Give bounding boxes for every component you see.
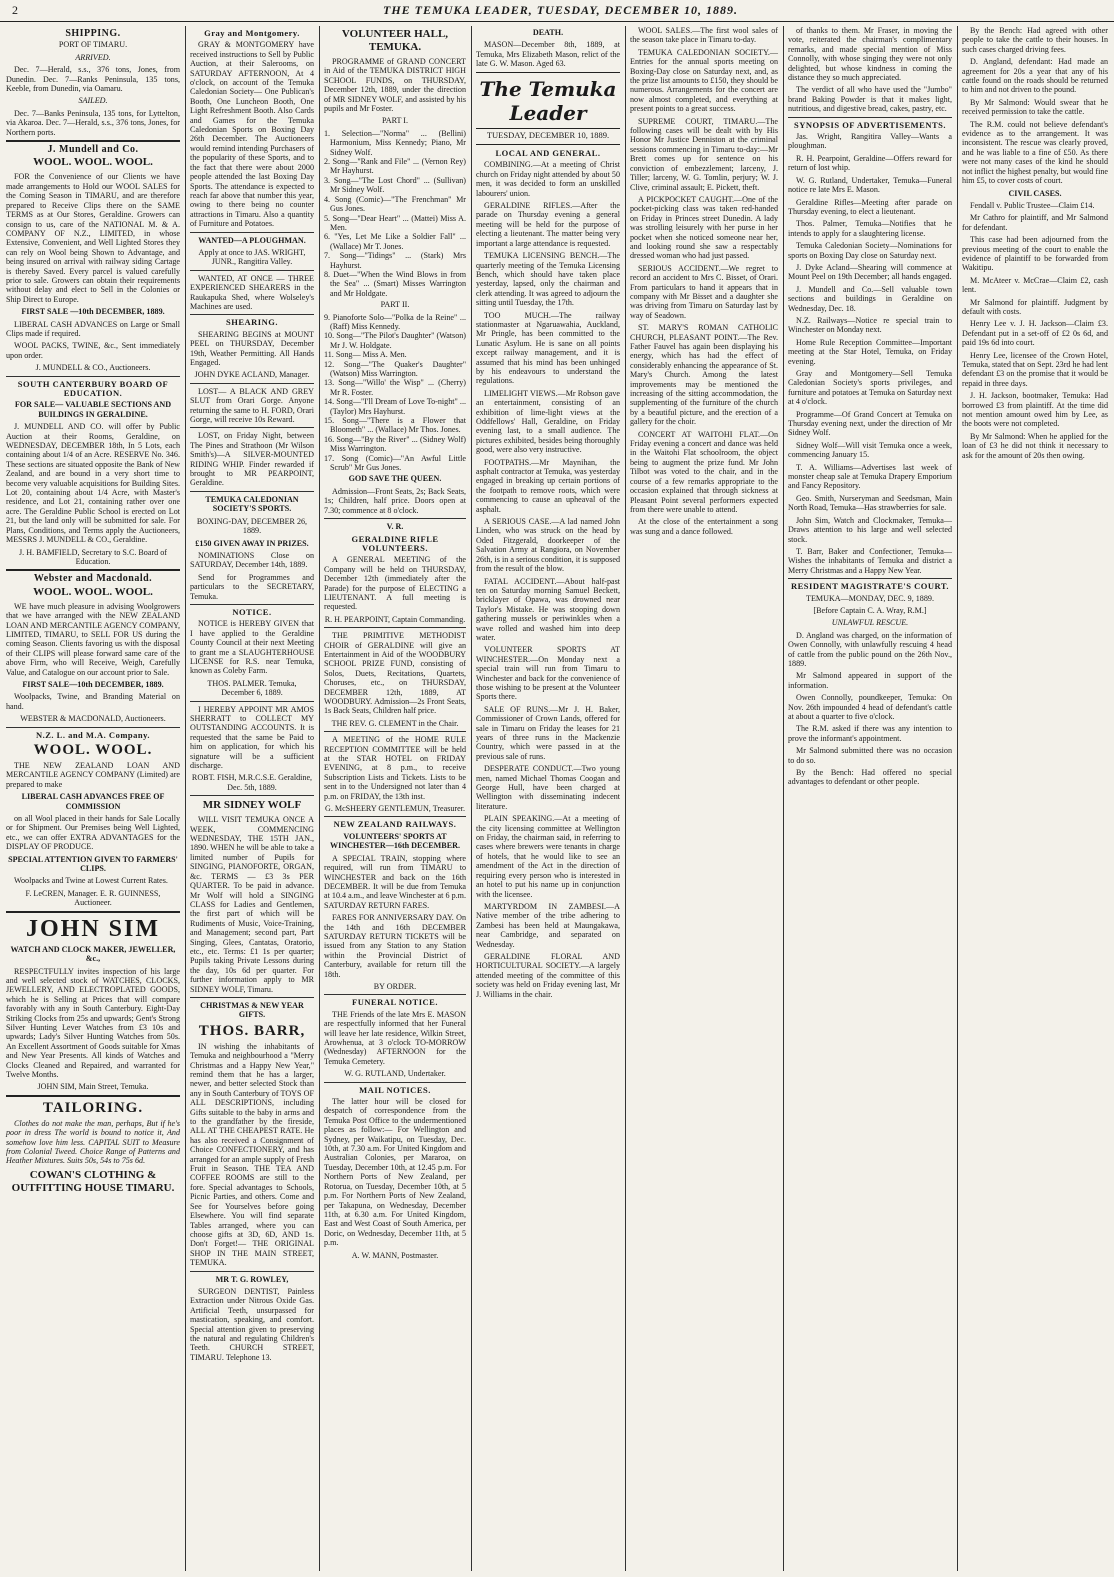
ploughman-heading: WANTED—A PLOUGHMAN. bbox=[198, 235, 306, 245]
part-2-label: PART II. bbox=[380, 300, 410, 310]
masthead bbox=[0, 0, 1114, 22]
article-paragraph: GERALDINE FLORAL AND HORTICULTURAL SOCIETY.—A largely attended meeting of the committee of this society was held on Friday evening last, Mr J. Williams in the chair. bbox=[476, 951, 620, 999]
tailoring-body: Clothes do not make the man, perhaps, But if he's poor in dress The world is bound to notice it, And somehow love him less. CAPITAL SUIT to Measure from Colonial Tweed. Choice Range of Patterns and Heather Mixtures. Suits 50s, 54s to 75s 6d. bbox=[6, 1118, 180, 1166]
court-paragraph: D. Angland was charged, on the information of Owen Connolly, with unlawfully rescuing 4 head of cattle from the public pound on the 26th Nov., 1889. bbox=[788, 630, 952, 668]
column-1 bbox=[2, 26, 184, 1571]
home-rule-body: A MEETING of the HOME RULE RECEPTION COMMITTEE will be held at the STAR HOTEL on FRIDAY EVENING, at 8 p.m., to receive Subscription Lists and Tickets. Lists to be sent in to the Undersigned not later than 4 p.m. on FRIDAY, the 13th inst. bbox=[324, 735, 466, 801]
article-paragraph: SERIOUS ACCIDENT.—We regret to record an accident to Mrs C. Bisset, of Orari. From particulars to hand it appears that in company with Mr Bisset and a daughter she was driving from Timaru on Saturday last by way of Seadown. bbox=[630, 263, 778, 320]
rifle-body: A GENERAL MEETING of the Company will be held on THURSDAY, December 12th (immediately after the Parade) for the purpose of ELECTING a LIEUTENANT. A full meeting is requested. bbox=[324, 555, 466, 612]
article-paragraph: SUPREME COURT, TIMARU.—The following cases will be dealt with by His Honor Mr Justice Denniston at the criminal sessions commencing in Timaru to-day:—Mr Brett comes up for sentence on his conviction of embezzlement; larceny, J. Tiller; larceny, W. G. Tomlin, perjury; W. J. Clive, criminal assault; E. Pickett, theft. bbox=[630, 116, 778, 192]
board-heading: SOUTH CANTERBURY BOARD OF EDUCATION. bbox=[17, 378, 169, 398]
lost-whip-ad: LOST, on Friday Night, between The Pines and Strathoon (Mr Wilson Smith's)—A SILVER-MOUNTED RIDING WHIP. Finder rewarded if brought to MR PEARPOINT, Geraldine. bbox=[190, 431, 314, 488]
home-rule-signature: G. McSHEERY GENTLEMUN, Treasurer. bbox=[325, 804, 465, 814]
court-paragraph: J. H. Jackson, bootmaker, Temuka: Had borrowed £3 from plaintiff. At the time did not mention amount owed him by Lee, as the boots were not completed. bbox=[962, 391, 1108, 429]
article-paragraph: GERALDINE RIFLES.—After the parade on Thursday evening a general meeting will be held for the purpose of electing a lieutenant. The matter being very important a large attendance is requested. bbox=[476, 201, 620, 248]
webster-body: WE have much pleasure in advising Woolgrowers that we have arranged with the NEW ZEALAND LOAN AND MERCANTILE AGENCY COMPANY, LIMITED, TIMARU, to SELL FOR US during the coming Season. Clients favoring us with the disposal of their CLIPS will please forward same care of the above Firm, who will Receive, Weigh, Carefully Value, and Catalogue on our account prior to Sale. bbox=[6, 601, 180, 677]
nz-heading: N.Z. L. and M.A. Company. bbox=[35, 729, 151, 740]
article-paragraph: VOLUNTEER SPORTS AT WINCHESTER.—On Monday next a special train will run from Timaru to Winchester and back for the convenience of those wishing to be present at the Volunteer Sports there. bbox=[476, 645, 620, 702]
board-body: J. MUNDELL AND CO. will offer by Public Auction at their Rooms, Geraldine, on WEDNESDAY, DECEMBER 18th, In 5 Lots, each containing about 1/4 of an Acre. RESERVE No. 346. These sections are situated opposite the Bank of New Zealand, and are bound in a very short time to become very valuable acquisitions for Building Sites. Lot 20, containing about 1/4 Acre, with Master's residence, and Lot 21, containing rather over one acre. The Geraldine Public School is erected on Lot 21, but the land only will be submitted for sale. For Plans, Conditions, and Terms apply the Auctioneers, MESSRS J. MUNDELL & CO., Geraldine. bbox=[6, 422, 180, 545]
gray-body: GRAY & MONTGOMERY have received instructions to Sell by Public Auction, at their Salerooms, on SATURDAY AFTERNOON, At 4 o'clock, on account of the Temuka Caledonian Society— One Publican's Booth, One Luncheon Booth, One Light Refreshment Booth. Also Cards and Games for the Temuka Caledonian Sports on Boxing Day 26th December. The Auctioneers would remind intending Purchasers of the popularity of these Sports, and to the fact that there were about 2000 people attended the last Boxing Day Sports. The attendance is expected to reach far above that number this year, owing to there being no counter attractions in Timaru. Also a quantity of Furniture and Potatoes. bbox=[190, 40, 314, 229]
article-paragraph: MARTYRDOM IN ZAMBESI.—A Native member of the tribe adhering to Zambesi has been held at Maungakawa, near Cambridge, and separated on Wednesday. bbox=[476, 901, 620, 949]
wolf-heading: MR SIDNEY WOLF bbox=[202, 799, 302, 812]
court-paragraph: M. McAteer v. McCrae—Claim £2, cash lent. bbox=[962, 275, 1108, 295]
programme-item: 7. Song—"Tidings" ... (Stark) Mrs Hayhurst. bbox=[324, 251, 466, 270]
nz-special: SPECIAL ATTENTION GIVEN TO FARMERS' CLIPS. bbox=[8, 854, 178, 874]
programme-item: 8. Duet—"When the Wind Blows in from the Sea" ... (Smart) Misses Warrington and Mr Holdgate. bbox=[324, 269, 466, 298]
court-paragraph: Henry Lee v. J. H. Jackson—Claim £3. Defendant put in a set-off of £2 0s 6d, and paid 19s 6d into court. bbox=[962, 319, 1108, 348]
admission: Admission—Front Seats, 2s; Back Seats, 1s; Children, half price. Doors open at 7.30; commence at 8 o'clock. bbox=[324, 486, 466, 515]
nz-packs: Woolpacks and Twine at Lowest Current Rates. bbox=[14, 876, 168, 886]
rm-court-heading: RESIDENT MAGISTRATE'S COURT. bbox=[791, 581, 949, 592]
article-paragraph: A PICKPOCKET CAUGHT.—One of the pocket-picking class was taken red-handed on Friday in Princes street Dunedin. A lady was strolling leisurely with her purse in her pocket when she noticed someone near her, and looking round she saw a respectably dressed woman who had just passed. bbox=[630, 194, 778, 261]
rm-court-before: [Before Captain C. A. Wray, R.M.] bbox=[813, 605, 927, 615]
article-paragraph: FATAL ACCIDENT.—About half-past ten on Saturday morning Samuel Beckett, bricklayer of Opawa, was drowned near Taylor's Mistake. He was stooping down gathering mussels or periwinkles when a wave rolled and washed him into deep water. bbox=[476, 576, 620, 642]
mail-signature: A. W. MANN, Postmaster. bbox=[351, 1250, 439, 1260]
sailed-label: SAILED. bbox=[78, 96, 108, 106]
synopsis-item: Thos. Palmer, Temuka—Notifies that he intends to apply for a slaughtering license. bbox=[788, 219, 952, 238]
synopsis-item: Geo. Smith, Nurseryman and Seedsman, Main North Road, Temuka—Has strawberries for sale. bbox=[788, 493, 952, 513]
notice-heading: NOTICE. bbox=[232, 606, 272, 617]
programme-part-2 bbox=[324, 313, 466, 473]
programme-item: 9. Pianoforte Solo—"Polka de la Reine" ... (Raff) Miss Kennedy. bbox=[324, 312, 466, 331]
rm-court-date: TEMUKA—MONDAY, DEC. 9, 1889. bbox=[806, 593, 934, 603]
rowley-heading: MR T. G. ROWLEY, bbox=[215, 1274, 289, 1284]
death-body: MASON—December 8th, 1889, at Temuka, Mrs Elizabeth Mason, relict of the late G. W. Mason. Aged 63. bbox=[476, 40, 620, 69]
court-paragraph: Fendall v. Public Trustee—Claim £14. bbox=[970, 200, 1095, 210]
programme-item: 13. Song—"Willo' the Wisp" ... (Cherry) Mr R. Foster. bbox=[324, 378, 466, 397]
programme-item: 11. Song— Miss A. Men. bbox=[324, 350, 407, 360]
appoint-signature: ROBT. FISH, M.R.C.S.E. Geraldine, Dec. 5th, 1889. bbox=[191, 773, 313, 792]
court-paragraph: Henry Lee, licensee of the Crown Hotel, Temuka, stated that on Sept. 23rd he had lent defendant £3 on the promise that it would be repaid in three days. bbox=[962, 350, 1108, 388]
railways-body: A SPECIAL TRAIN, stopping where required, will run from TIMARU to WINCHESTER and back on the 16th DECEMBER. It will be due from Temuka at 10.4 a.m., and leave Winchester at 6 p.m. SATURDAY RETURN FARES. bbox=[324, 853, 466, 910]
lost-slut-ad: LOST— A BLACK AND GREY SLUT from Orari Gorge. Anyone returning the same to H. FORD, Orari Gorge, will receive 10s Reward. bbox=[190, 386, 314, 425]
mundell-first-sale: FIRST SALE —10th DECEMBER, 1889. bbox=[21, 307, 165, 317]
court-paragraph: By Mr Salmond: Would swear that he received permission to take the cattle. bbox=[962, 97, 1108, 117]
synopsis-item: T. A. Williams—Advertises last week of monster cheap sale at Temuka Drapery Emporium and Fancy Repository. bbox=[788, 462, 952, 491]
rifle-heading: GERALDINE RIFLE VOLUNTEERS. bbox=[351, 533, 439, 553]
nz-body: THE NEW ZEALAND LOAN AND MERCANTILE AGENCY COMPANY (Limited) are prepared to make bbox=[6, 761, 180, 789]
court-paragraph: Mr Cathro for plaintiff, and Mr Salmond for defendant. bbox=[962, 213, 1108, 232]
article-paragraph: A SERIOUS CASE.—A lad named John Linden, who was struck on the head by Oded Fitzgerald, doorkeeper of the Salvation Army at Rangiora, on November 26th, is in a serious condition, it is supposed from the result of the blow. bbox=[476, 517, 620, 574]
column-2 bbox=[186, 26, 318, 1571]
sports-send: Send for Programmes and particulars to the SECRETARY, Temuka. bbox=[190, 572, 314, 601]
mundell-liberal: LIBERAL CASH ADVANCES on Large or Small Clips made if required. bbox=[6, 319, 180, 338]
article-paragraph: ST. MARY'S ROMAN CATHOLIC CHURCH, PLEASANT POINT.—The Rev. Father Fauvel has again been displaying his energy, which has had the effect of considerably enhancing the appearance of St. Mary's Church. Among the latest improvements may be mentioned the increasing of the sitting accommodation, the supplementing of the furniture of the church by a beautiful picture, and the erection of a gallery for the choir. bbox=[630, 323, 778, 427]
mundell-wool-banner: WOOL. WOOL. WOOL. bbox=[33, 156, 153, 169]
article-paragraph: LIMELIGHT VIEWS.—Mr Robson gave an entertainment, consisting of an exhibition of lime-light views at the Oddfellows' Hall, Geraldine, on Friday evening last, to a small audience. The pictures exhibited, besides being thoroughly good, were also very instructive. bbox=[476, 388, 620, 455]
synopsis-item: Geraldine Rifles—Meeting after parade on Thursday evening, to elect a lieutenant. bbox=[788, 197, 952, 216]
shearing-heading: SHEARING. bbox=[226, 317, 278, 328]
cowan-banner: COWAN'S CLOTHING & OUTFITTING HOUSE TIMARU. bbox=[11, 1168, 175, 1194]
synopsis-item: Temuka Caledonian Society—Nominations for sports on Boxing Day close on Saturday next. bbox=[788, 241, 952, 260]
methodist-body: THE PRIMITIVE METHODIST CHOIR of GERALDINE will give an Entertainment in Aid of the WOODBURY SCHOOL PRIZE FUND, consisting of Solos, Duets, Recitations, Quartets, Choruses, etc., on THURSDAY, DECEMBER 12th, 1889, AT WOODBURY. Admission—2s Front Seats, 1s Back Seats, Children half price. bbox=[324, 631, 466, 716]
programme-item: 1. Selection—"Norma" ... (Bellini) Harmonium, Miss Kennedy; Piano, Mr Sidney Wolf. bbox=[324, 128, 466, 157]
court-paragraph: By Mr Salmond: When he applied for the loan of £3 he did not think it necessary to ask for the amount of 20s then owing. bbox=[962, 431, 1108, 460]
article-paragraph: TEMUKA LICENSING BENCH.—The quarterly meeting of the Temuka Licensing Bench, which should have taken place yesterday, lapsed, only the chairman and clerk attending. It was agreed to adjourn the sitting until Tuesday, the 17th. bbox=[476, 251, 620, 308]
board-signature: J. H. BAMFIELD, Secretary to S.C. Board of Education. bbox=[19, 547, 167, 566]
synopsis-item: N.Z. Railways—Notice re special train to Winchester on Monday next. bbox=[788, 315, 952, 335]
article-paragraph: DESPERATE CONDUCT.—Two young men, named Michael Thomas Coogan and George Hull, have been charged at Wellington with disseminating indecent literature. bbox=[476, 764, 620, 811]
column-6 bbox=[784, 26, 956, 1571]
nz-signature: F. LeCREN, Manager. E. R. GUINNESS, Auctioneer. bbox=[25, 888, 161, 908]
article-paragraph: At the close of the entertainment a song was sung and a dance followed. bbox=[630, 517, 778, 536]
vr-mark: V. R. bbox=[386, 522, 404, 532]
article-paragraph: PLAIN SPEAKING.—At a meeting of the city licensing committee at Wellington on Friday, the chairman said, in referring to cases where brewers were tenants in charge of hotels, that he would like to see an amendment of the Act in the direction of requiring every person who is interested in an hotel to put his name up in conjunction with the licensee. bbox=[476, 814, 620, 899]
court-paragraph: Owen Connolly, poundkeeper, Temuka: On Nov. 26th impounded 4 head of defendant's cattle at about a quarter to five o'clock. bbox=[788, 693, 952, 721]
programme-item: 16. Song—"By the River" ... (Sidney Wolf) Miss Warrington. bbox=[324, 434, 466, 454]
programme-item: 2. Song—"Rank and File" ... (Vernon Rey) Mr Hayhurst. bbox=[324, 157, 466, 176]
synopsis-item: J. Dyke Acland—Shearing will commence at Mount Peel on 19th December; all hands engaged. bbox=[788, 262, 952, 282]
mail-heading: MAIL NOTICES. bbox=[359, 1084, 431, 1095]
synopsis-item: Sidney Wolf—Will visit Temuka once a week, commencing January 15. bbox=[788, 440, 952, 460]
programme-part-1 bbox=[324, 129, 466, 298]
railways-signature: BY ORDER. bbox=[373, 981, 417, 991]
barr-body: IN wishing the inhabitants of Temuka and neighbourhood a "Merry Christmas and a Happy New Year," remind them that he has a larger, newer, and better selected Stock than any in South Canterbury of TOYS OF ALL DESCRIPTIONS, including Gifts suitable to the baby in arms and to the grandfather by the fireside, ALL AT THE CHEAPEST RATE. He has also received a Consignment of Choice CONFECTIONERY, and has arranged for an ample supply of Fresh Fruit in Season. THE TEA AND COFFEE ROOMS are still to the fore. Special advantages to Schools, Picnic Parties, and others. Come and See for Yourselves before going Elsewhere. You will find separate Tables arranged, where you can choose gifts at 3D, 6D, AND 1s. Don't Forget!— THE ORIGINAL SHOP IN THE MAIN STREET, TEMUKA. bbox=[190, 1041, 314, 1268]
railways-subheading: VOLUNTEERS' SPORTS AT WINCHESTER—16th DECEMBER. bbox=[330, 831, 460, 851]
column-4 bbox=[472, 26, 624, 1571]
mundell-woolpacks: WOOL PACKS, TWINE, &c., Sent immediately upon order. bbox=[6, 341, 180, 360]
sports-heading: TEMUKA CALEDONIAN SOCIETY'S SPORTS. bbox=[205, 494, 299, 514]
court-paragraph: This case had been adjourned from the previous meeting of the court to enable the evidence of plaintiff to be forwarded from Wakitipu. bbox=[962, 235, 1108, 273]
article-paragraph: TOO MUCH.—The railway stationmaster at Ngaruawahia, Auckland, Mr Pringle, has been committed to the Lunatic Asylum. He is sane on all points except railway management, and it is assumed that his mind has been unhinged by his endeavours to understand the regulations. bbox=[476, 310, 620, 386]
programme-item: 15. Song—"There is a Flower that Bloometh" ... (Wallace) Mr Thos. Jones. bbox=[324, 416, 466, 435]
programme-item: 17. Song (Comic)—"An Awful Little Scrub" Mr Gus Jones. bbox=[324, 453, 466, 473]
court-paragraph: Mr Salmond appeared in support of the information. bbox=[788, 671, 952, 690]
newspaper-title-block bbox=[476, 72, 620, 145]
notice-body: NOTICE is HEREBY GIVEN that I have applied to the Geraldine County Council at their next Meeting to grant me a SLAUGHTERHOUSE LICENSE for R.S. near Temuka, known as Coleby Farm. bbox=[190, 619, 314, 676]
court-paragraph: D. Angland, defendant: Had made an agreement for 20s a year that any of his cattle found on the roads should be returned to him and not driven to the pound. bbox=[962, 57, 1108, 95]
shearing-body: SHEARING BEGINS at MOUNT PEEL on THURSDAY, December 19th, Weather Permitting. All Hands Engaged. bbox=[190, 329, 314, 367]
article-paragraph: The verdict of all who have used the "Jumbo" brand Baking Powder is that it makes light, nutritious, and digestive bread, cakes, pastry, etc. bbox=[788, 85, 952, 114]
rowley-body: SURGEON DENTIST, Painless Extraction under Nitrous Oxide Gas. Artificial Teeth, unsurpassed for mastication, speaking, and comfort. Special attention given to preserving the natural and regulating Children's Teeth. CHURCH STREET, TIMARU. Telephone 13. bbox=[190, 1286, 314, 1362]
court-paragraph: By the Bench: Had agreed with other people to take the cattle to their houses. In such cases charged driving fees. bbox=[962, 26, 1108, 54]
mail-body: The latter hour will be closed for despatch of correspondence from the Temuka Post Office to the undermentioned places as follow:— For Wellington and Sydney, per Waikatipu, on Tuesday, Dec. 10th, at 7.30 a.m. For United Kingdom and Australian Colonies, per Mararoa, on Tuesday, December 10th, at 12.45 p.m. For Northern Ports of New Zealand, per Rotorua, on Tuesday, December 10th, at 5 p.m. For Northern Ports of New Zealand, per Takapuna, on Wednesday, December 11th, at 6.30 a.m. For United Kingdom, East and West Coast of South America, per Doric, on Wednesday, December 11th, at 5 p.m. bbox=[324, 1097, 466, 1248]
masthead-page-number: 2 bbox=[12, 3, 19, 17]
gray-heading: Gray and Montgomery. bbox=[204, 28, 300, 38]
webster-wool-banner: WOOL. WOOL. WOOL. bbox=[33, 585, 153, 598]
volunteer-hall-heading: VOLUNTEER HALL, TEMUKA. bbox=[341, 28, 449, 53]
nz-body-2: on all Wool placed in their hands for Sale Locally or for Shipment. Our Premises being Well Lighted, etc., we can offer EXTRA ADVANTAGES for the DISPLAY OF PRODUCE. bbox=[6, 814, 180, 852]
wolf-body: WILL VISIT TEMUKA ONCE A WEEK, COMMENCING WEDNESDAY, THE 15TH JAN., 1890. WHEN he will be able to take a limited number of Pupils for SINGING, PIANOFORTE, ORGAN, &c. TERMS — £3 3s PER QUARTER. To be paid in advance. Mr Wolf will hold a SINGING CLASS for Ladies and Gentlemen, the first part of which will be Rudiments of Music, Voice-Training, and Management; second part, Part Singing, Glees, Cantatas, Oratorio, etc., etc. Terms: £1 1s per quarter; Pupils taking Private Lessons during the day, 10s 6d per quarter. For further information apply to MR SIDNEY WOLF, Timaru. bbox=[190, 815, 314, 994]
column-3 bbox=[320, 26, 470, 1571]
synopsis-item: John Sim, Watch and Clockmaker, Temuka—Draws attention to his large and well selected stock. bbox=[788, 515, 952, 544]
issue-date: TUESDAY, DECEMBER 10, 1889. bbox=[476, 128, 620, 140]
article-paragraph: FOOTPATHS.—Mr Maynihan, the asphalt contractor at Temuka, was yesterday engaged in breaking up certain portions of the footpath to remove roots, which were commencing to cause an upheaval of the asphalt. bbox=[476, 457, 620, 514]
nz-wool-banner: WOOL. WOOL. bbox=[33, 742, 153, 758]
article-paragraph: of thanks to them. Mr Fraser, in moving the vote, reiterated the chairman's complimentary remarks, and made special mention of Miss Connolly, with whose singing they were not only delighted, but whose kindness in coming the distance they so much appreciated. bbox=[788, 26, 952, 83]
nz-liberal: LIBERAL CASH ADVANCES FREE OF COMMISSION bbox=[21, 792, 165, 811]
sim-heading: JOHN SIM bbox=[25, 915, 160, 942]
civil-cases-heading: CIVIL CASES. bbox=[1008, 188, 1062, 198]
programme-item: 4. Song (Comic)—"The Frenchman" Mr Gus Jones. bbox=[324, 194, 466, 214]
xmas-heading: CHRISTMAS & NEW YEAR GIFTS. bbox=[200, 1000, 304, 1020]
volunteer-hall-body: PROGRAMME of GRAND CONCERT in Aid of the TEMUKA DISTRICT HIGH SCHOOL FUNDS, on THURSDAY, December 12th, 1889, under the direction of MR SIDNEY WOLF, and assisted by his pupils and Mr Foster. bbox=[324, 57, 466, 114]
funeral-body: THE Friends of the late Mrs E. MASON are respectfully informed that her Funeral will leave her late residence, Wilkin Street, Arowhenua, at 3 o'clock TO-MORROW (Wednesday) AFTERNOON for the Temuka Cemetery. bbox=[324, 1009, 466, 1066]
funeral-signature: W. G. RUTLAND, Undertaker. bbox=[344, 1069, 446, 1079]
notice-signature: THOS. PALMER. Temuka, December 6, 1889. bbox=[207, 678, 297, 698]
masthead-title: THE TEMUKA LEADER, TUESDAY, DECEMBER 10, 1889. bbox=[383, 3, 738, 17]
barr-heading: THOS. BARR, bbox=[198, 1022, 306, 1039]
sim-body: RESPECTFULLY invites inspection of his large and well selected stock of WATCHES, CLOCKS, JEWELLERY, AND ELECTROPLATED GOODS, which he is Selling at Prices that will compare favorably with any in South Canterbury. Eight-Day Striking Clocks from 25s and upwards; Gent's Strong Silver Hunting Lever Watches from £3 10s and upwards; Lady's Silver Hunting Watches from 50s. An Excellent Assortment of Goods suitable for Xmas and New Year Presents. All kinds of Watches and Clocks Cleaned and Repaired, and warranted for Twelve Months. bbox=[6, 966, 180, 1079]
webster-signature: WEBSTER & MACDONALD, Auctioneers. bbox=[20, 714, 166, 724]
sailed-list: Dec. 7—Banks Peninsula, 135 tons, for Lyttelton, via Akaroa. Dec. 7—Herald, s.s., 376 tons, Jones, for Northern ports. bbox=[6, 108, 180, 137]
mundell-body: FOR the Convenience of our Clients we have made arrangements to Hold our WOOL SALES for the Coming Season in TIMARU, and are therefore prepared to Receive Clips there on the SAME TERMS as at Our Stores, Geraldine. Growers can consign to us, care of the NATIONAL M. & A. COMPANY OF N.Z., LIMITED, in whose Extensive, Convenient, and Well Lighted Stores they can rely on Wool being Shown to Advantage, and being insured on arrival with railway siding Cartage is thereby Saved. Every parcel is valued carefully prior to sale. Growers can obtain their requirements without delay and elect to Sell in the Colonies or Ship Direct to Europe. bbox=[6, 172, 180, 304]
article-paragraph: CONCERT AT WAITOHI FLAT.—On Friday evening a concert and dance was held in the Waitohi Flat schoolroom, the object being to augment the prize fund. Mr John Tilbot was voted to the chair, and in the course of a few remarks appropriate to the occasion explained that through sickness at Pleasant Point several performers expected from there were unable to attend. bbox=[630, 429, 778, 514]
arrived-label: ARRIVED. bbox=[75, 52, 111, 62]
court-paragraph: The R.M. could not believe defendant's evidence as to the arrangement. It was inconsistent. The rescue was clearly proved, and he was liable to a fine of £50. As there were not many cases of the kind he should not inflict the highest penalty, but would fine him £5, to cover costs of court. bbox=[962, 119, 1108, 186]
synopsis-item: Home Rule Reception Committee—Important meeting at the Star Hotel, Temuka, on Friday evening. bbox=[788, 337, 952, 366]
synopsis-item: J. Mundell and Co.—Sell valuable town sections and buildings in Geraldine on Wednesday, Dec. 18. bbox=[788, 284, 952, 313]
shipping-heading: SHIPPING. bbox=[65, 28, 121, 39]
synopsis-item: W. G. Rutland, Undertaker, Temuka—Funeral notice re late Mrs E. Mason. bbox=[788, 175, 952, 195]
article-paragraph: WOOL SALES.—The first wool sales of the season take place in Timaru to-day. bbox=[630, 26, 778, 45]
appoint-body: I HEREBY APPOINT MR AMOS SHERRATT to COLLECT MY OUTSTANDING ACCOUNTS. It is requested that the same be Paid to him on application, for which his signature will be a sufficient discharge. bbox=[190, 704, 314, 771]
local-general-heading: LOCAL AND GENERAL. bbox=[495, 148, 601, 159]
rm-court-subheading: UNLAWFUL RESCUE. bbox=[831, 618, 909, 628]
part-1-label: PART I. bbox=[381, 116, 409, 126]
programme-item: 12. Song—"The Quaker's Daughter" (Watson) Miss Warrington. bbox=[324, 359, 466, 378]
rifle-signature: R. H. PEARPOINT, Captain Commanding. bbox=[324, 614, 466, 624]
synopsis-item: Jas. Wright, Rangitira Valley—Wants a ploughman. bbox=[788, 132, 952, 151]
article-paragraph: COMBINING.—At a meeting of Christ church on Friday night attended by about 50 men, it was decided to form an unskilled labourers' union. bbox=[476, 160, 620, 198]
railways-anniversary: FARES FOR ANNIVERSARY DAY. On the 14th and 16th DECEMBER SATURDAY RETURN TICKETS will be issued from any Station to any Station within the Provincial District of Canterbury, available for return till the 18th. bbox=[324, 913, 466, 979]
article-paragraph: SALE OF RUNS.—Mr J. H. Baker, Commissioner of Crown Lands, offered for sale in Timaru on Friday the leases for 21 years of three runs in the Mackenzie Country, which were passed in at the previous sale of runs. bbox=[476, 704, 620, 761]
synopsis-item: R. H. Pearpoint, Geraldine—Offers reward for return of lost whip. bbox=[788, 153, 952, 173]
webster-packs: Woolpacks, Twine, and Branding Material on hand. bbox=[6, 692, 180, 711]
court-paragraph: Mr Salmond submitted there was no occasion to do so. bbox=[788, 746, 952, 765]
synopsis-item: Programme—Of Grand Concert at Temuka on Thursday evening next, under the direction of Mr Sidney Wolf. bbox=[788, 409, 952, 438]
programme-item: 5. Song—"Dear Heart" ... (Mattei) Miss A. Men. bbox=[324, 213, 466, 232]
funeral-heading: FUNERAL NOTICE. bbox=[352, 997, 438, 1008]
programme-item: 14. Song—"I'll Dream of Love To-night" ... (Taylor) Mrs Hayhurst. bbox=[324, 397, 466, 416]
port-label: PORT OF TIMARU. bbox=[58, 40, 128, 50]
webster-heading: Webster and Macdonald. bbox=[33, 573, 153, 585]
court-paragraph: The R.M. asked if there was any intention to prove the informant's appointment. bbox=[788, 724, 952, 743]
board-for-sale: FOR SALE— VALUABLE SECTIONS AND BUILDINGS IN GERALDINE. bbox=[14, 400, 172, 419]
death-heading: DEATH. bbox=[532, 28, 564, 37]
programme-item: 3. Song—"The Lost Chord" ... (Sullivan) Mr Sidney Wolf. bbox=[324, 175, 466, 195]
synopsis-item: T. Barr, Baker and Confectioner, Temuka—Wishes the inhabitants of Temuka and district a Merry Christmas and a Happy New Year. bbox=[788, 546, 952, 575]
article-paragraph: TEMUKA CALEDONIAN SOCIETY.—Entries for the annual sports meeting on Boxing-Day close on Saturday next, and, as the prize list amounts to £150, they should be numerous. Arrangements for the concert are now almost completed, and everything at present points to a great success. bbox=[630, 47, 778, 114]
court-paragraph: By the Bench: Had offered no special advantages to defendant or other people. bbox=[788, 768, 952, 787]
programme-item: 6. "Yes, Let Me Like a Soldier Fall" ... (Wallace) Mr T. Jones. bbox=[324, 232, 466, 251]
mundell-signature: J. MUNDELL & CO., Auctioneers. bbox=[35, 363, 151, 373]
tailoring-heading: TAILORING. bbox=[42, 1099, 144, 1116]
synopsis-heading: SYNOPSIS OF ADVERTISEMENTS. bbox=[794, 119, 946, 130]
railways-heading: NEW ZEALAND RAILWAYS. bbox=[333, 819, 457, 830]
court-paragraph: Mr Salmond for plaintiff. Judgment by default with costs. bbox=[962, 297, 1108, 316]
shearers-ad: WANTED, AT ONCE — THREE EXPERIENCED SHEARERS in the Raukapuka Shed, where Wolseley's Machines are used. bbox=[190, 273, 314, 311]
sim-subheading: WATCH AND CLOCK MAKER, JEWELLER, &c., bbox=[10, 944, 176, 964]
column-7 bbox=[958, 26, 1112, 1571]
webster-first-sale: FIRST SALE—10th DECEMBER, 1889. bbox=[22, 679, 164, 689]
god-save-queen: GOD SAVE THE QUEEN. bbox=[348, 474, 442, 484]
shearing-signature: JOHN DYKE ACLAND, Manager. bbox=[194, 370, 310, 380]
column-5 bbox=[626, 26, 782, 1571]
synopsis-item: Gray and Montgomery—Sell Temuka Caledonian Society's sports privileges, and furniture and potatoes at Temuka on Saturday next at 4 o'clock. bbox=[788, 369, 952, 407]
arrived-list: Dec. 7—Herald, s.s., 376 tons, Jones, from Dunedin. Dec. 7—Ranks Peninsula, 135 tons, Keeble, from Dunedin, via Oamaru. bbox=[6, 65, 180, 94]
sports-prizes: £150 GIVEN AWAY IN PRIZES. bbox=[195, 538, 309, 548]
sim-signature: JOHN SIM, Main Street, Temuka. bbox=[37, 1082, 149, 1092]
programme-item: 10. Song—"The Pilot's Daughter" (Watson) Mr J. W. Holdgate. bbox=[324, 331, 466, 350]
sports-nominations: NOMINATIONS Close on SATURDAY, December 14th, 1889. bbox=[190, 550, 314, 570]
mundell-heading: J. Mundell and Co. bbox=[47, 144, 139, 156]
methodist-signature: THE REV. G. CLEMENT in the Chair. bbox=[331, 718, 459, 728]
ploughman-body: Apply at once to JAS. WRIGHT, JUNR., Rangitira Valley. bbox=[198, 247, 306, 267]
newspaper-logo: The Temuka Leader bbox=[479, 76, 617, 125]
sports-date: BOXING-DAY, DECEMBER 26, 1889. bbox=[196, 516, 308, 536]
